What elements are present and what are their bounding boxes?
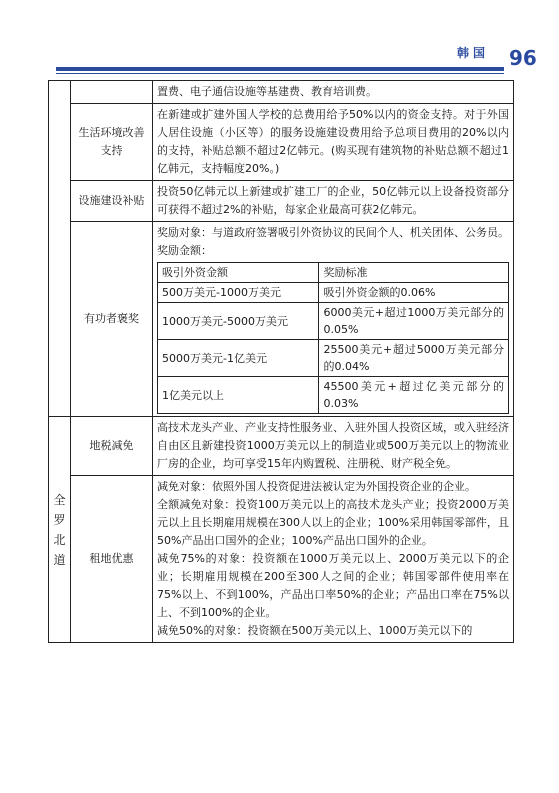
header-rule-thin <box>56 73 504 74</box>
content-cell <box>153 476 514 643</box>
paragraph: 减免50%的对象：投资额在500万美元以上、1000万美元以下的 <box>157 624 473 637</box>
award-table-row <box>158 340 509 377</box>
award-cell: 吸引外资金额的0.06% <box>319 283 509 303</box>
paragraph: 全额减免对象：投资100万美元以上的高技术龙头产业；投资2000万美元以上且长期雇用规模在300人以上的企业；100%采用韩国零部件，且50%产品出口国外的企业；100%产品出口国外的企业。 <box>157 498 509 547</box>
category-cell: 地税减免 <box>71 417 153 476</box>
region-char: 北 <box>53 532 66 547</box>
award-table-row <box>158 377 509 414</box>
award-table-row <box>158 303 509 340</box>
category-cell-blank <box>71 81 153 104</box>
category-cell: 租地优惠 <box>71 476 153 643</box>
award-target: 奖励对象：与道政府签署吸引外资协议的民间个人、机关团体、公务员。 <box>157 226 509 239</box>
award-header-cell: 奖励标准 <box>319 263 509 283</box>
category-cell: 有功者褒奖 <box>71 222 153 417</box>
region-char: 罗 <box>53 512 66 527</box>
content-cell: 置费、电子通信设施等基建费、教育培训费。 <box>153 81 514 104</box>
award-cell: 5000万美元-1亿美元 <box>158 340 319 377</box>
table-row <box>49 417 514 476</box>
content-cell: 投资50亿韩元以上新建或扩建工厂的企业，50亿韩元以上设备投资部分可获得不超过2%的补贴，每家企业最高可获2亿韩元。 <box>153 181 514 222</box>
award-cell: 45500美元+超过亿美元部分的0.03% <box>319 377 509 414</box>
award-table-header <box>158 263 509 283</box>
award-cell: 1000万美元-5000万美元 <box>158 303 319 340</box>
table-row <box>49 181 514 222</box>
region-char: 全 <box>53 492 66 507</box>
paragraph: 减免对象：依照外国人投资促进法被认定为外国投资企业的企业。 <box>157 480 476 493</box>
award-cell: 1亿美元以上 <box>158 377 319 414</box>
category-cell: 生活环境改善支持 <box>71 104 153 181</box>
policy-table <box>48 80 514 643</box>
page-number: 96 <box>509 46 537 70</box>
award-table <box>157 262 509 414</box>
award-cell: 25500美元+超过5000万美元部分的0.04% <box>319 340 509 377</box>
header-country: 韩国 <box>457 46 490 60</box>
region-cell-blank <box>49 81 71 417</box>
award-cell: 6000美元+超过1000万美元部分的0.05% <box>319 303 509 340</box>
content-cell: 在新建或扩建外国人学校的总费用给予50%以内的资金支持。对于外国人居住设施（小区等）的服务设施建设费用给予总项目费用的20%以内的支持，补贴总额不超过2亿韩元。(购买现有建筑物的补贴总额不超过1亿韩元，支持幅度20%。) <box>153 104 514 181</box>
header-rule-thick <box>56 67 504 71</box>
award-amount-label: 奖励金额： <box>157 244 212 257</box>
award-cell: 500万美元-1000万美元 <box>158 283 319 303</box>
table-row <box>49 476 514 643</box>
table-row <box>49 81 514 104</box>
region-char: 道 <box>53 552 66 567</box>
category-cell: 设施建设补贴 <box>71 181 153 222</box>
region-cell <box>49 417 71 643</box>
award-table-row <box>158 283 509 303</box>
paragraph: 减免75%的对象：投资额在1000万美元以上、2000万美元以下的企业；长期雇用规模在200至300人之间的企业；韩国零部件使用率在75%以上、不到100%，产品出口率50%的企业；产品出口率在75%以上、不到100%的企业。 <box>157 552 509 619</box>
content-cell: 高技术龙头产业、产业支持性服务业、入驻外国人投资区域，或入驻经济自由区且新建投资1000万美元以上的制造业或500万美元以上的物流业厂房的企业，均可享受15年内购置税、注册税、财产税全免。 <box>153 417 514 476</box>
table-row <box>49 104 514 181</box>
table-row <box>49 222 514 417</box>
content-cell <box>153 222 514 417</box>
award-header-cell: 吸引外资金额 <box>158 263 319 283</box>
